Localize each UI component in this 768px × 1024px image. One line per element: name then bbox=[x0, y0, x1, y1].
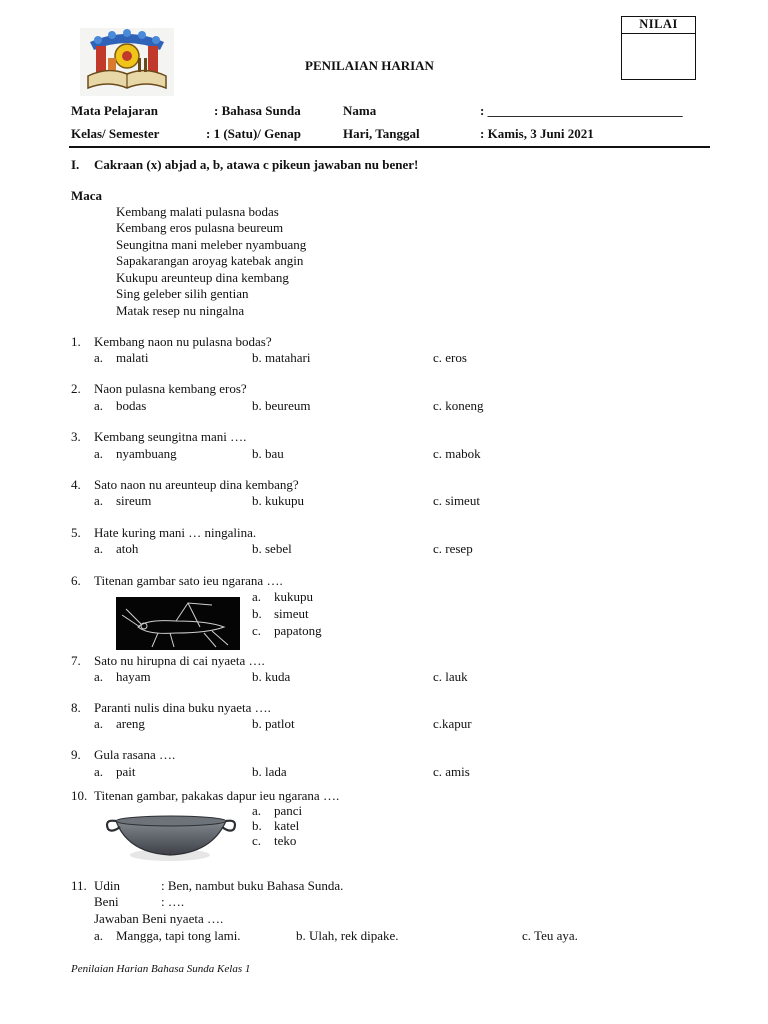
reading-line: Kukupu areunteup dina kembang bbox=[116, 270, 289, 285]
question-number: 11. bbox=[71, 878, 87, 893]
section-number: I. bbox=[71, 157, 80, 172]
option-b[interactable]: b. lada bbox=[252, 764, 287, 779]
score-label: NILAI bbox=[639, 17, 678, 31]
question-text: Hate kuring mani … ningalina. bbox=[94, 525, 257, 540]
reading-line: Matak resep nu ningalna bbox=[116, 303, 245, 318]
question-number: 5. bbox=[71, 525, 81, 540]
option-c[interactable]: c. koneng bbox=[433, 398, 484, 413]
question-number: 6. bbox=[71, 573, 81, 588]
question-number: 3. bbox=[71, 429, 81, 444]
option-c[interactable]: c. eros bbox=[433, 350, 467, 365]
option-c[interactable]: c. resep bbox=[433, 541, 473, 556]
option-b[interactable]: b. patlot bbox=[252, 716, 295, 731]
section-instruction: Cakraan (x) abjad a, b, atawa c pikeun jawaban nu bener! bbox=[94, 157, 419, 172]
question-text: Kembang naon nu pulasna bodas? bbox=[94, 334, 272, 349]
option-b[interactable]: b. kukupu bbox=[252, 493, 304, 508]
question-number: 4. bbox=[71, 477, 81, 492]
option-a-letter[interactable]: a. bbox=[94, 764, 104, 779]
option-a[interactable]: atoh bbox=[116, 541, 139, 556]
option-a[interactable]: sireum bbox=[116, 493, 152, 508]
subject-label: Mata Pelajaran bbox=[71, 103, 159, 118]
reading-line: Sing geleber silih gentian bbox=[116, 286, 249, 301]
option-b[interactable]: b. kuda bbox=[252, 669, 291, 684]
option-a-letter[interactable]: a. bbox=[94, 350, 104, 365]
question-text: Sato nu hirupna di cai nyaeta …. bbox=[94, 653, 265, 668]
option-b[interactable]: b. sebel bbox=[252, 541, 292, 556]
option-a-letter[interactable]: a. bbox=[94, 398, 104, 413]
option-a-letter[interactable]: a. bbox=[94, 716, 104, 731]
option-a[interactable]: panci bbox=[274, 803, 303, 818]
question-number: 7. bbox=[71, 653, 81, 668]
header-divider bbox=[69, 146, 710, 148]
wok-image bbox=[100, 805, 242, 867]
option-b-letter[interactable]: b. bbox=[252, 606, 262, 621]
option-a[interactable]: kukupu bbox=[274, 589, 313, 604]
option-a[interactable]: hayam bbox=[116, 669, 151, 684]
question-text: Jawaban Beni nyaeta …. bbox=[94, 911, 224, 926]
option-b[interactable]: b. bau bbox=[252, 446, 284, 461]
option-c[interactable]: c. Teu aya. bbox=[522, 928, 578, 943]
grasshopper-image bbox=[116, 597, 240, 650]
option-c[interactable]: papatong bbox=[274, 623, 322, 638]
question-number: 8. bbox=[71, 700, 81, 715]
option-a-letter[interactable]: a. bbox=[252, 589, 262, 604]
option-a[interactable]: bodas bbox=[116, 398, 147, 413]
option-b[interactable]: b. matahari bbox=[252, 350, 311, 365]
question-number: 10. bbox=[71, 788, 88, 803]
dialog-line: : …. bbox=[161, 894, 185, 909]
option-a-letter[interactable]: a. bbox=[94, 928, 104, 943]
question-text: Gula rasana …. bbox=[94, 747, 176, 762]
option-a-letter[interactable]: a. bbox=[94, 541, 104, 556]
page-footer: Penilaian Harian Bahasa Sunda Kelas 1 bbox=[71, 963, 251, 975]
option-a-letter[interactable]: a. bbox=[94, 493, 104, 508]
date-value: : Kamis, 3 Juni 2021 bbox=[480, 126, 594, 141]
score-box bbox=[621, 16, 696, 80]
question-text: Kembang seungitna mani …. bbox=[94, 429, 247, 444]
option-a-letter[interactable]: a. bbox=[94, 669, 104, 684]
question-number: 9. bbox=[71, 747, 81, 762]
dialog-speaker: Beni bbox=[94, 894, 119, 909]
page-title: PENILAIAN HARIAN bbox=[305, 58, 434, 73]
date-label: Hari, Tanggal bbox=[343, 126, 420, 141]
reading-line: Seungitna mani meleber nyambuang bbox=[116, 237, 307, 252]
reading-line: Sapakarangan aroyag katebak angin bbox=[116, 253, 304, 268]
option-a-letter[interactable]: a. bbox=[252, 803, 262, 818]
option-a[interactable]: nyambuang bbox=[116, 446, 177, 461]
option-c-letter[interactable]: c. bbox=[252, 623, 262, 638]
name-label: Nama bbox=[343, 103, 377, 118]
option-c[interactable]: c. lauk bbox=[433, 669, 468, 684]
option-b[interactable]: simeut bbox=[274, 606, 309, 621]
option-c[interactable]: c. amis bbox=[433, 764, 470, 779]
option-a[interactable]: areng bbox=[116, 716, 145, 731]
reading-line: Kembang eros pulasna beureum bbox=[116, 220, 284, 235]
subject-value: : Bahasa Sunda bbox=[214, 103, 301, 118]
reading-label: Maca bbox=[71, 188, 103, 203]
class-value: : 1 (Satu)/ Genap bbox=[206, 126, 301, 141]
option-b[interactable]: katel bbox=[274, 818, 300, 833]
option-a-letter[interactable]: a. bbox=[94, 446, 104, 461]
option-c[interactable]: c.kapur bbox=[433, 716, 472, 731]
question-number: 1. bbox=[71, 334, 81, 349]
question-text: Paranti nulis dina buku nyaeta …. bbox=[94, 700, 271, 715]
question-number: 2. bbox=[71, 381, 81, 396]
question-text: Naon pulasna kembang eros? bbox=[94, 381, 247, 396]
class-label: Kelas/ Semester bbox=[71, 126, 160, 141]
reading-line: Kembang malati pulasna bodas bbox=[116, 204, 279, 219]
option-b[interactable]: b. beureum bbox=[252, 398, 311, 413]
option-c-letter[interactable]: c. bbox=[252, 833, 262, 848]
option-c[interactable]: c. mabok bbox=[433, 446, 481, 461]
school-emblem-icon bbox=[80, 28, 174, 96]
question-text: Titenan gambar, pakakas dapur ieu ngarana …. bbox=[94, 788, 340, 803]
option-c[interactable]: teko bbox=[274, 833, 297, 848]
question-text: Sato naon nu areunteup dina kembang? bbox=[94, 477, 299, 492]
name-field[interactable]: : ______________________________ bbox=[480, 103, 683, 118]
dialog-speaker: Udin bbox=[94, 878, 120, 893]
option-a[interactable]: malati bbox=[116, 350, 149, 365]
option-a[interactable]: pait bbox=[116, 764, 136, 779]
dialog-line: : Ben, nambut buku Bahasa Sunda. bbox=[161, 878, 344, 893]
option-b-letter[interactable]: b. bbox=[252, 818, 262, 833]
option-c[interactable]: c. simeut bbox=[433, 493, 480, 508]
option-b[interactable]: b. Ulah, rek dipake. bbox=[296, 928, 399, 943]
option-a[interactable]: Mangga, tapi tong lami. bbox=[116, 928, 241, 943]
question-text: Titenan gambar sato ieu ngarana …. bbox=[94, 573, 283, 588]
